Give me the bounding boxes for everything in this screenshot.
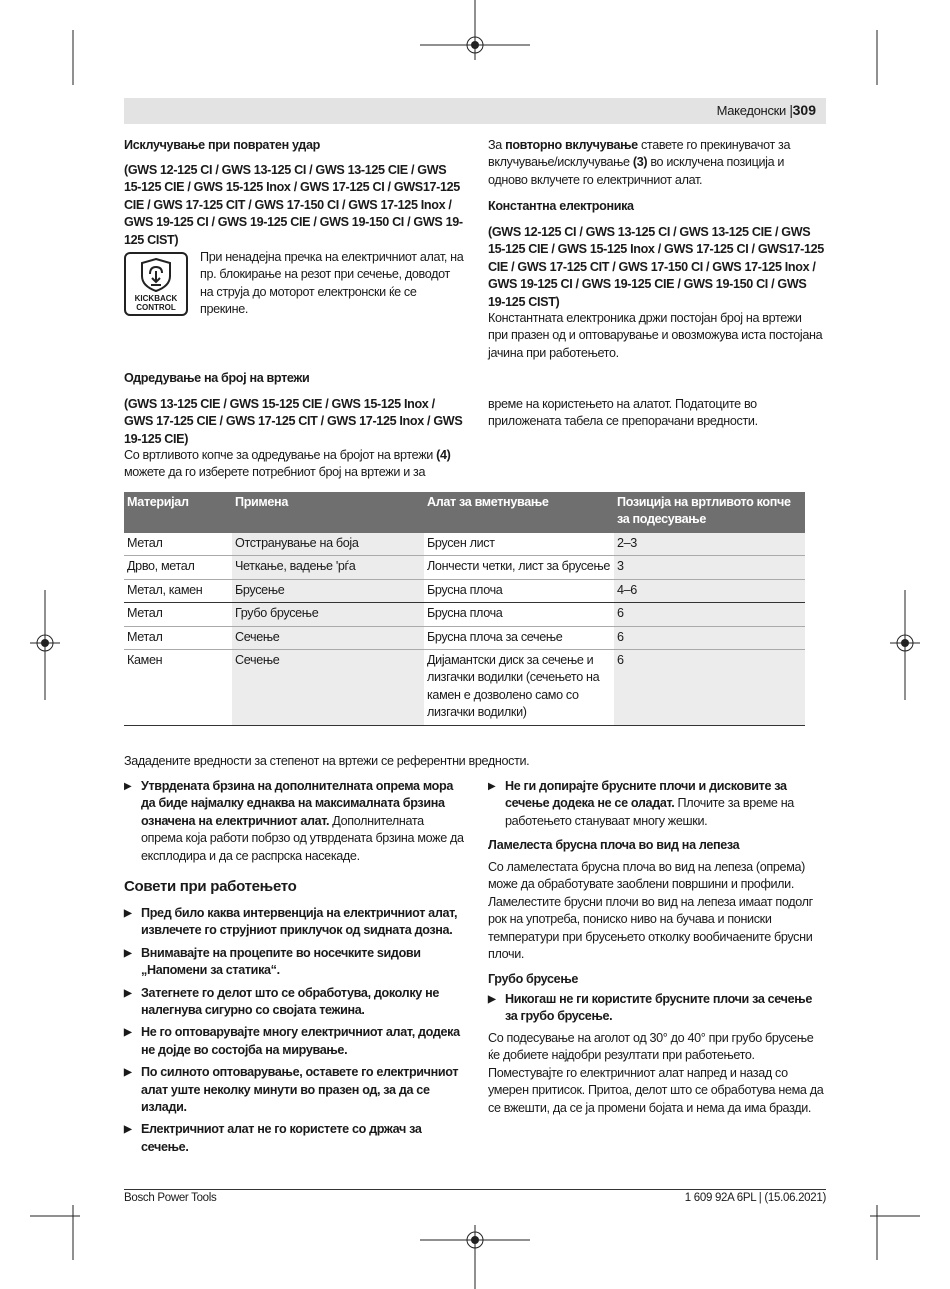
bullet-arrow-icon: ▶ [124,947,132,959]
rough-text: Со подесување на аголот од 30° до 40° при грубо брусење ќе добиете најдобри резултати при работењето. Поместувајте го електричниот алат напред и назад со умерен притисок. Притоа, делот што се обработува нема да се вжешти, да се ја промени бојата и нема да има бразди. [488,1031,824,1115]
table-cell: 6 [614,650,805,726]
bullet-arrow-icon: ▶ [124,987,132,999]
kickback-control-icon [124,252,188,316]
rough-warning [488,991,824,1031]
bullet-arrow-icon: ▶ [488,994,496,1005]
table-row [124,650,805,726]
table-cell: Лончести четки, лист за брусење [424,556,614,579]
page-header [124,98,826,124]
table-cell: Метал [124,533,232,556]
restart-pre: За [488,138,506,152]
kickback-text: При ненадејна пречка на електричниот алат, на пр. блокирање на резот при сечење, доводот на струја до моторот електронски ќе се прекине. [200,250,464,317]
speed-title: Одредување на број на вртежи [124,371,310,385]
tip-item [124,905,466,940]
kickback-title: Исклучување при повратен удар [124,138,320,152]
flap-title: Ламелеста брусна плоча во вид на лепеза [488,838,740,852]
table-header: Материјал [124,492,232,533]
table-cell: Сечење [232,626,424,649]
table-cell: Брусна плоча за сечење [424,626,614,649]
header-separator: | [789,102,793,118]
table-row [124,556,805,579]
restart-bold: повторно вклучување [505,138,638,152]
restart-ref: (3) [632,155,648,170]
table-cell: Метал [124,603,232,626]
footer-brand: Bosch Power Tools [124,1192,217,1204]
table-cell: Четкање, вадење 'рѓа [232,556,424,579]
tips-list [124,905,466,1161]
table-cell: Брусна плоча [424,603,614,626]
table-row [124,533,805,556]
bullet-arrow-icon: ▶ [124,781,132,792]
tip-text: Затегнете го делот што се обработува, доколку не налегнува сигурно со својата тежина. [141,985,439,1018]
table-cell: Дрво, метал [124,556,232,579]
table-cell: 6 [614,626,805,649]
footer-doc-number: 1 609 92A 6PL | (15.06.2021) [684,1192,826,1204]
cool-text: Плочите за време на работењето стануваат многу жешки. [505,796,794,828]
table-header: Примена [232,492,424,533]
table-cell: Дијамантски диск за сечење и лизгачки водилки (сечењето на камен е дозволено само со лизгачки водилки) [424,650,614,726]
warning1-text: Дополнителната опрема која работи побрзо од утврдената брзина може да експлодира и да се распрска насекаде. [141,813,464,863]
speed-text-post: можете да го изберете потребниот број на вртежи и за [124,465,426,480]
table-cell: 3 [614,556,805,579]
speed-settings-table [124,492,805,726]
bullet-arrow-icon: ▶ [488,781,496,792]
speed-text [124,447,466,482]
bullet-arrow-icon: ▶ [124,908,132,919]
table-cell: Сечење [232,650,424,726]
speed-text-pre: Со вртливото копче за одредување на бројот на вртежи [124,448,437,462]
table-cell: 4–6 [614,579,805,602]
flap-text: Со ламелестата брусна плоча во вид на лепеза (опрема) може да обработувате заоблени површини и профили. Ламелестите брусни плочи во вид на лепеза имаат подолг рок на употреба, пониско ниво на бучава и пониски температури при брусењето отколку вообичаените брусни плочи. [488,860,813,962]
table-cell: Брусна плоча [424,579,614,602]
table-cell: Метал [124,626,232,649]
tip-text: Електричниот алат не го користете со држач за сечење. [141,1122,422,1154]
tip-text: Внимавајте на процепите во носечките ѕидови „Напомени за статика“. [141,945,421,978]
bullet-arrow-icon: ▶ [124,1027,132,1039]
table-header: Алат за вметнување [424,492,614,533]
tip-text: По силното оптоварување, оставете го електричниот алат уште неколку минути во празен од, за да се излади. [141,1065,459,1115]
warning-cool [488,778,824,835]
table-row [124,603,805,626]
constant-title: Константна електроника [488,199,634,213]
kickback-icon-label: KICKBACK CONTROL [134,294,178,312]
table-note: Зададените вредности за степенот на вртежи се референтни вредности. [124,754,530,768]
table-cell: 6 [614,603,805,626]
constant-text: Константната електроника држи постојан број на вртежи при празен од и оптоварување и овозможува иста постојана јачина при работењето. [488,311,823,360]
table-cell: Отстранување на боја [232,533,424,556]
bullet-arrow-icon: ▶ [124,1067,132,1079]
restart-mid: ставете го прекинувачот за вклучување/исклучување [488,138,791,170]
tip-item [124,945,466,980]
kickback-models: (GWS 12-125 CI / GWS 13-125 CI / GWS 13-125 CIE / GWS 15-125 CIE / GWS 15-125 Inox / GWS 17-125 CI / GWS17-125 CIE / GWS 17-125 CIT / GWS 17-150 CI / GWS 17-125 Inox / GWS 19-125 CI / GWS 19-125 CIE / GWS 19-150 CI / GWS 19-125 CIST) [124,163,463,247]
warning1-bold: Утврдената брзина на дополнителната опрема мора да биде најмалку еднаква на максималната брзина означена на електричниот алат. [141,779,453,828]
tip-text: Не го оптоварувајте многу електричниот алат, додека не дојде во состојба на мирување. [141,1025,460,1057]
restart-paragraph [488,137,824,189]
table-cell: Метал, камен [124,579,232,602]
table-row [124,579,805,602]
table-header-row [124,492,805,533]
table-cell: Брусен лист [424,533,614,556]
constant-models: (GWS 12-125 CI / GWS 13-125 CI / GWS 13-125 CIE / GWS 15-125 CIE / GWS 15-125 Inox / GWS 17-125 CI / GWS17-125 CIE / GWS 17-125 CIT / GWS 17-150 CI / GWS 17-125 Inox / GWS 19-125 CI / GWS 19-125 CIE / GWS 19-150 CI / GWS 19-125 CIST) [488,225,824,309]
table-cell: Брусење [232,579,424,602]
bullet-arrow-icon: ▶ [124,1124,132,1136]
table-cell: Грубо брусење [232,603,424,626]
speed-models: (GWS 13-125 CIE / GWS 15-125 CIE / GWS 15-125 Inox / GWS 17-125 CIE / GWS 17-125 CIT / GWS 17-125 Inox / GWS 19-125 CIE) [124,397,463,446]
table-header: Позиција на вртливото копче за подесување [614,492,805,533]
rough-title: Грубо брусење [488,972,579,986]
footer-divider [124,1189,826,1190]
tip-item [124,1024,466,1059]
header-language: Македонски [716,103,786,118]
table-row [124,626,805,649]
rough-warning-text: Никогаш не ги користите брусните плочи за сечење за грубо брусење. [505,992,812,1024]
warning-speed [124,778,466,870]
tips-title: Совети при работењето [124,878,297,895]
speed-ref: (4) [436,448,451,462]
tip-item [124,985,466,1020]
table-cell: Камен [124,650,232,726]
table-cell: 2–3 [614,533,805,556]
speed-text-right: време на користењето на алатот. Податоците во приложената табела се препорачани вредности. [488,397,758,429]
cool-bold: Не ги допирајте брусните плочи и дисковите за сечење додека не се оладат. [505,779,787,811]
restart-post: во исклучена позиција и одново вклучете го електричниот алат. [488,155,785,187]
page-number: 309 [792,102,816,118]
tip-text: Пред било каква интервенција на електричниот алат, извлечете го струјниот приклучок од ѕидната дозна. [141,906,458,938]
tip-item [124,1064,466,1116]
tip-item [124,1121,466,1156]
